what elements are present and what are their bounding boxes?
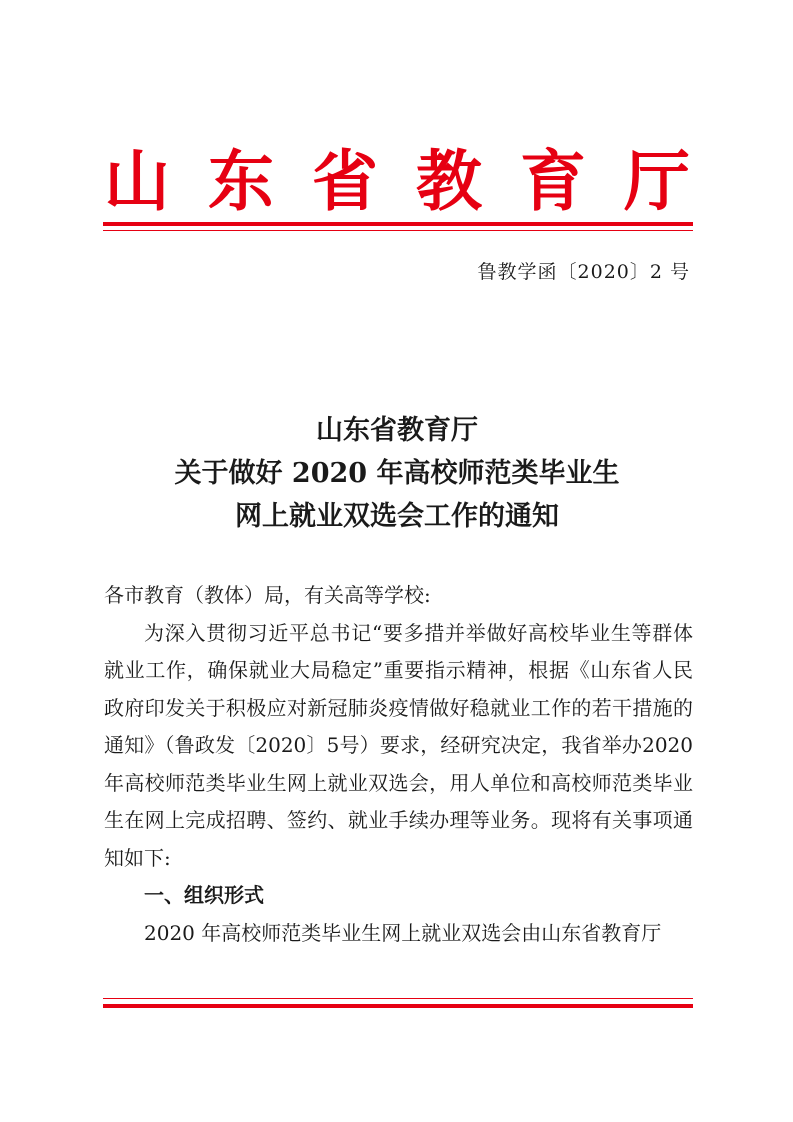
document-number: 鲁教学函〔2020〕2 号	[477, 261, 690, 283]
footer-divider-thin	[103, 998, 693, 999]
masthead-title	[100, 142, 694, 220]
document-body	[104, 577, 693, 952]
masthead-char: 育	[520, 142, 586, 220]
masthead-char: 东	[208, 142, 274, 220]
title-line-subject: 关于做好 2020 年高校师范类毕业生	[174, 458, 620, 489]
title-line-event: 网上就业双选会工作的通知	[235, 501, 559, 532]
title-line-issuer: 山东省教育厅	[316, 415, 478, 446]
section-heading: 一、组织形式	[144, 883, 264, 907]
document-title	[100, 409, 694, 538]
masthead-char: 省	[312, 142, 378, 220]
salutation: 各市教育（教体）局，有关高等学校:	[104, 583, 431, 607]
section-paragraph: 2020 年高校师范类毕业生网上就业双选会由山东省教育厅	[144, 920, 662, 945]
masthead-char: 教	[416, 142, 482, 220]
masthead-char: 厅	[624, 142, 690, 220]
body-paragraph: 为深入贯彻习近平总书记“要多措并举做好高校毕业生等群体就业工作，确保就业大局稳定”重要指示精神，根据《山东省人民政府印发关于积极应对新冠肺炎疫情做好稳就业工作的若干措施的通知》（鲁政发〔2020〕5号）要求，经研究决定，我省举办2020年高校师范类毕业生网上就业双选会，用人单位和高校师范类毕业生在网上完成招聘、签约、就业手续办理等业务。现将有关事项通知如下:	[104, 620, 693, 870]
footer-divider-thick	[103, 1004, 693, 1008]
masthead-divider-thick	[103, 222, 693, 226]
masthead-char: 山	[104, 142, 170, 220]
masthead-divider-thin	[103, 230, 693, 231]
